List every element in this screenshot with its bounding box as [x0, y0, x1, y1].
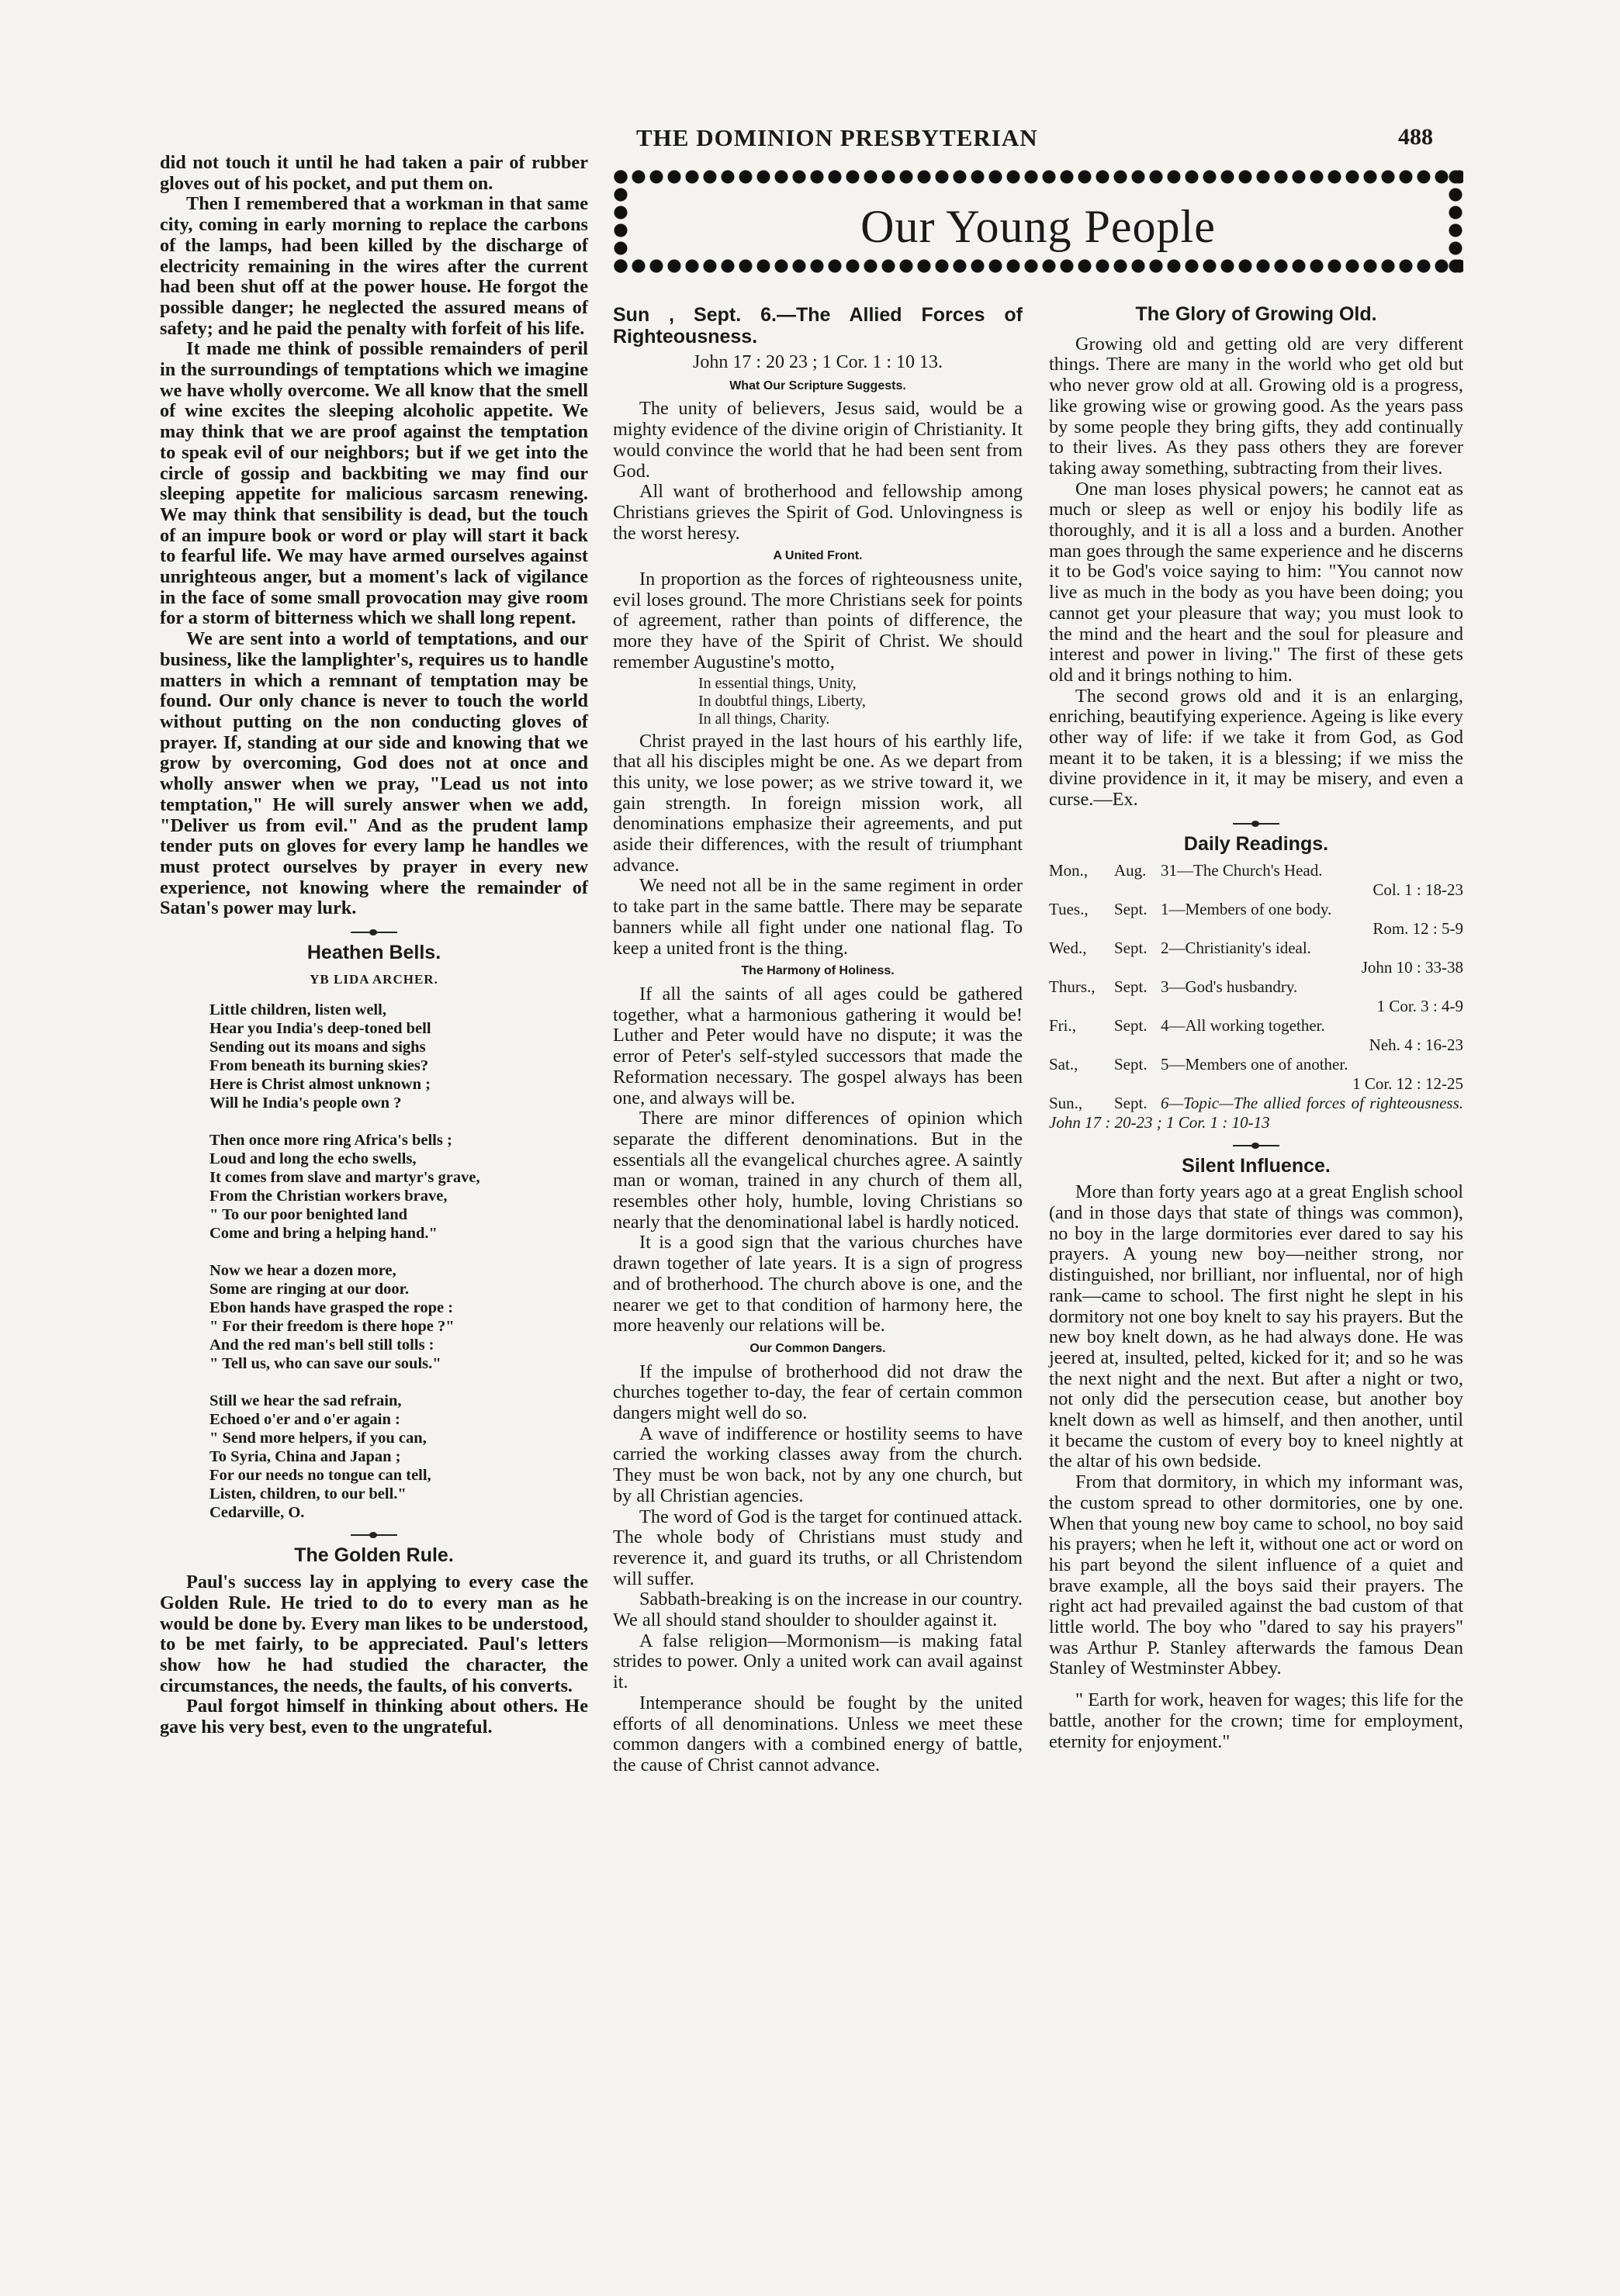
paragraph: did not touch it until he had taken a pair of rubber gloves out of his pocket, and put them on.	[160, 152, 588, 194]
page-number: 488	[1398, 124, 1433, 150]
paragraph: More than forty years ago at a great English school (and in those days that state of things was common), no boy in the large dormitories ever dared to say his prayers. A young new boy—neither strong, nor distinguished, nor brilliant, nor influental, nor of high rank—came to school. The first night he slept in his dormitory not one boy knelt to say his prayers. But the new boy knelt down, as he had always done. He was jeered at, insulted, pelted, kicked for it; and so he was the next night and the next. But after a night or two, not only did the persecution cease, but another boy knelt down as well as himself, and then another, until it became the custom of every boy to kneel nightly at the altar of his own bedside.	[1049, 1181, 1463, 1472]
reading-month: Sept.	[1114, 977, 1148, 996]
reading-item	[1049, 939, 1463, 977]
poem-line: From the Christian workers brave,	[209, 1188, 448, 1205]
poem-line: Echoed o'er and o'er again :	[209, 1411, 400, 1429]
poem-stanza	[209, 1261, 588, 1373]
paragraph: In proportion as the forces of righteousness unite, evil loses ground. The more Christians seek for points of agreement, rather than points of difference, the more they have of the Spirit of Christ. We should remember Augustine's motto,	[613, 569, 1023, 673]
reading-reference: Col. 1 : 18-23	[1372, 880, 1463, 899]
reading-reference: John 10 : 33-38	[1361, 957, 1463, 977]
poem-line: And the red man's bell still tolls :	[209, 1336, 434, 1354]
reading-month: Sept.	[1114, 938, 1148, 957]
reading-month: Sept.	[1114, 1093, 1148, 1112]
reading-day: Mon.,	[1049, 860, 1089, 880]
poem-line: From beneath its burning skies?	[209, 1057, 429, 1075]
poem-line: " Tell us, who can save our souls."	[209, 1355, 441, 1373]
paragraph: Paul forgot himself in thinking about others. He gave his very best, even to the ungrateful.	[160, 1696, 588, 1738]
paragraph: There are minor differences of opinion which separate the different denominations. But in the essentials all the evangelical churches agree. A saintly man or woman, trained in any church of them all, resembles other holy, humble, loving Christians so nearly that the denominational label is hardly noticed.	[613, 1108, 1023, 1233]
poem-line: Will he India's people own ?	[209, 1094, 402, 1112]
running-head: THE DOMINION PRESBYTERIAN	[636, 124, 1038, 151]
section-heading: Silent Influence.	[1182, 1154, 1331, 1177]
poem-line: Then once more ring Africa's bells ;	[209, 1132, 452, 1150]
reading-reference: 1 Cor. 3 : 4-9	[1376, 996, 1463, 1015]
subheading: Our Common Dangers.	[749, 1341, 886, 1355]
paragraph: If the impulse of brotherhood did not draw the churches together to-day, the fear of certain common dangers might well do so.	[613, 1361, 1023, 1424]
poem-title: Heathen Bells.	[306, 942, 441, 964]
poem-stanza	[209, 1001, 588, 1112]
motto-line: In all things, Charity.	[698, 710, 830, 728]
poem-line: Listen, children, to our bell."	[209, 1485, 407, 1503]
subheading: A United Front.	[773, 549, 863, 563]
paragraph: Sabbath-breaking is on the increase in our country. We all should stand shoulder to shoulder against it.	[613, 1589, 1023, 1631]
banner-border-bottom	[613, 258, 1463, 274]
paragraph: Growing old and getting old are very different things. There are many in the world who get old but who never grow old at all. Growing old is a progress, like growing wise or growing good. As the years pass by some people they bring gifts, they add continually to their lives. As they pass others they are forever taking away something, subtracting from their lives.	[1049, 333, 1463, 479]
section-heading: The Golden Rule.	[294, 1544, 454, 1567]
poem-line: Here is Christ almost unknown ;	[209, 1076, 431, 1094]
poem-place: Cedarville, O.	[209, 1504, 305, 1522]
paragraph: The second grows old and it is an enlarging, enriching, beautifying experience. Ageing is like every other way of life: if we take it from God, as God meant it to be taken, it is a blessing; if we miss the divine providence in it, it may be misery, and even a curse.—Ex.	[1049, 685, 1463, 811]
column-2	[613, 304, 1023, 1776]
reading-text: 5—Members one of another.	[1161, 1054, 1348, 1074]
paragraph: If all the saints of all ages could be gathered together, what a harmonious gathering it would be! Luther and Peter would have no dispute; it was the error of Peter's self-styled successors that made the Reformation necessary. The gospel always has been one, and always will be.	[613, 983, 1023, 1108]
reading-day: Fri.,	[1049, 1015, 1077, 1035]
reading-day: Thurs.,	[1049, 977, 1096, 996]
poem-stanza	[209, 1131, 588, 1243]
daily-readings-list	[1049, 861, 1463, 1132]
poem-line: It comes from slave and martyr's grave,	[209, 1169, 480, 1187]
poem-line: " For their freedom is there hope ?"	[209, 1318, 455, 1336]
reading-day: Sun.,	[1049, 1093, 1083, 1112]
paragraph: Christ prayed in the last hours of his earthly life, that all his disciples might be one. As we depart from this unity, we lose power; as we strive toward it, we gain strength. In foreign mission work, all denominations emphasize their agreements, and put aside their differences, with the result of triumphant advance.	[613, 730, 1023, 876]
motto-line: In essential things, Unity,	[698, 674, 857, 692]
reading-item	[1049, 977, 1463, 1016]
banner-title: Our Young People	[860, 201, 1216, 252]
reading-day: Sat.,	[1049, 1054, 1078, 1074]
poem-line: Loud and long the echo swells,	[209, 1150, 417, 1168]
reading-text: 6—Topic—The allied forces of righteousness. John 17 : 20-23 ; 1 Cor. 1 : 10-13	[1049, 1093, 1463, 1132]
readings-heading: Daily Readings.	[1183, 832, 1329, 855]
column-1	[160, 153, 588, 1738]
reading-day: Tues.,	[1049, 899, 1089, 918]
reading-item	[1049, 1094, 1463, 1132]
banner-border-top	[613, 169, 1463, 185]
paragraph: Intemperance should be fought by the united efforts of all denominations. Unless we meet these common dangers with a combined energy of battle, the cause of Christ cannot advance.	[613, 1692, 1023, 1776]
poem-line: Ebon hands have grasped the rope :	[209, 1299, 454, 1317]
reading-month: Sept.	[1114, 899, 1148, 918]
motto-line: In doubtful things, Liberty,	[698, 692, 866, 710]
quotation: " Earth for work, heaven for wages; this life for the battle, another for the crown; time for employment, eternity for enjoyment."	[1049, 1689, 1463, 1752]
paragraph: A wave of indifference or hostility seems to have carried the working classes away from the church. They must be won back, not by any one church, but by all Christian agencies.	[613, 1423, 1023, 1506]
poem-line: Sending out its moans and sighs	[209, 1039, 426, 1056]
paragraph: It is a good sign that the various churches have drawn together of late years. It is a sign of progress and of brotherhood. The church above is one, and the nearer we get to that condition of harmony here, the more heavenly our relations will be.	[613, 1232, 1023, 1336]
poem	[209, 1001, 588, 1522]
scripture-reference: John 17 : 20 23 ; 1 Cor. 1 : 10 13.	[692, 352, 943, 372]
poem-line: Still we hear the sad refrain,	[209, 1392, 402, 1410]
divider-ornament	[1233, 823, 1279, 825]
paragraph: A false religion—Mormonism—is making fatal strides to power. Only a united work can avail against it.	[613, 1630, 1023, 1693]
poem-line: " Send more helpers, if you can,	[209, 1430, 427, 1447]
lesson-heading: Sun , Sept. 6.—The Allied Forces of Righteousness.	[613, 304, 1023, 348]
paragraph: Paul's success lay in applying to every case the Golden Rule. He tried to do to every man as he would be done by. Every man likes to be understood, to be met fairly, to be appreciated. Paul's letters show how he had studied the character, the circumstances, the needs, the faults, of his converts.	[160, 1572, 588, 1696]
reading-text: 3—God's husbandry.	[1161, 977, 1298, 996]
reading-month: Sept.	[1114, 1054, 1148, 1074]
paragraph: We are sent into a world of temptations, and our business, like the lamplighter's, requires us to handle matters in which a remnant of temptation may be found. Our only chance is never to touch the world without putting on the non conducting gloves of prayer. If, standing at our side and knowing that we grow by overcoming, God does not at once and wholly answer when we pray, "Lead us not into temptation," He will surely answer when we add, "Deliver us from evil." And as the prudent lamp tender puts on gloves for every lamp he handles we must protect ourselves by prayer in every new experience, not knowing where the remainder of Satan's power may lurk.	[160, 628, 588, 919]
subheading: The Harmony of Holiness.	[741, 964, 895, 978]
poem-line: To Syria, China and Japan ;	[209, 1448, 401, 1466]
reading-text: 31—The Church's Head.	[1161, 860, 1323, 880]
divider-ornament	[1233, 1145, 1279, 1146]
paragraph: Then I remembered that a workman in that same city, coming in early morning to replace the carbons of the lamps, had been killed by the discharge of electricity remaining in the wires after the current had been shut off at the power house. He forgot the possible danger; he neglected the assured means of safety; and he paid the penalty with forfeit of his life.	[160, 193, 588, 339]
reading-text: 4—All working together.	[1161, 1015, 1325, 1035]
paragraph: One man loses physical powers; he cannot eat as much or sleep as well or enjoy his bodily life as thoroughly, and it is all a loss and a burden. Another man goes through the same experience and he discerns it to be God's voice saying to him: "You cannot now live as much in the body as you have been doing; you cannot get your pleasure that way; you must look to the mind and the heart and the soul for pleasure and interest and power in living." The first of these gets old and it brings nothing to him.	[1049, 478, 1463, 686]
reading-item	[1049, 861, 1463, 900]
poem-line: Come and bring a helping hand."	[209, 1225, 438, 1243]
paragraph: We need not all be in the same regiment in order to take part in the same battle. There may be separate banners while all fight under one national flag. To keep a united front is the thing.	[613, 875, 1023, 959]
poem-line: Some are ringing at our door.	[209, 1281, 410, 1298]
poem-line: Little children, listen well,	[209, 1001, 386, 1019]
poem-line: Hear you India's deep-toned bell	[209, 1020, 431, 1038]
divider-ornament	[351, 1534, 397, 1536]
paragraph: It made me think of possible remainders of peril in the surroundings of temptations which we imagine we have wholly overcome. We all know that the smell of wine excites the sleeping alcoholic appetite. We may think that we are proof against the temptation to speak evil of our neighbors; but if we get into the circle of gossip and backbiting we may find our sleeping appetite for malicious sarcasm renewing. We may think that sensibility is dead, but the touch of an impure book or word or play will start it back to fearful life. We may have armed ourselves against unrighteous anger, but a moment's lack of vigilance in the face of some small provocation may give room for a storm of bitterness which we shall long repent.	[160, 338, 588, 629]
paragraph: All want of brotherhood and fellowship among Christians grieves the Spirit of God. Unlovingness is the worst heresy.	[613, 481, 1023, 544]
reading-text: 1—Members of one body.	[1161, 899, 1332, 918]
reading-month: Aug.	[1114, 860, 1147, 880]
reading-reference: Rom. 12 : 5-9	[1372, 918, 1463, 938]
reading-month: Sept.	[1114, 1015, 1148, 1035]
subheading: What Our Scripture Suggests.	[729, 379, 906, 392]
poem-line: Now we hear a dozen more,	[209, 1262, 396, 1280]
poem-line: For our needs no tongue can tell,	[209, 1467, 431, 1485]
paragraph: The unity of believers, Jesus said, would be a mighty evidence of the divine origin of Christianity. It would convince the world that he had been sent from God.	[613, 398, 1023, 482]
section-banner	[613, 169, 1463, 274]
motto-quote	[698, 675, 1023, 728]
reading-item	[1049, 1016, 1463, 1055]
reading-reference: 1 Cor. 12 : 12-25	[1352, 1074, 1463, 1093]
poem-line: " To our poor benighted land	[209, 1206, 408, 1224]
paragraph: From that dormitory, in which my informant was, the custom spread to other dormitories, one by one. When that young new boy came to school, no boy said his prayers; when he left it, without one act or word on his part beyond the silent influence of a quiet and brave example, all the boys said their prayers. The right act had prevailed against the bad custom of that little world. The boy who "dared to say his prayers" was Arthur P. Stanley afterwards the famous Dean Stanley of Westminster Abbey.	[1049, 1471, 1463, 1679]
reading-reference: Neh. 4 : 16-23	[1369, 1035, 1463, 1054]
divider-ornament	[351, 932, 397, 933]
poem-stanza	[209, 1392, 588, 1522]
section-heading: The Glory of Growing Old.	[1135, 303, 1377, 325]
column-3	[1049, 304, 1463, 1752]
reading-day: Wed.,	[1049, 938, 1087, 957]
reading-item	[1049, 1055, 1463, 1094]
reading-text: 2—Christianity's ideal.	[1161, 938, 1311, 957]
paragraph: The word of God is the target for continued attack. The whole body of Christians must study and reverence it, and guard its truths, or all Christendom will suffer.	[613, 1506, 1023, 1589]
poem-byline: YB LIDA ARCHER.	[310, 971, 438, 987]
reading-item	[1049, 900, 1463, 939]
